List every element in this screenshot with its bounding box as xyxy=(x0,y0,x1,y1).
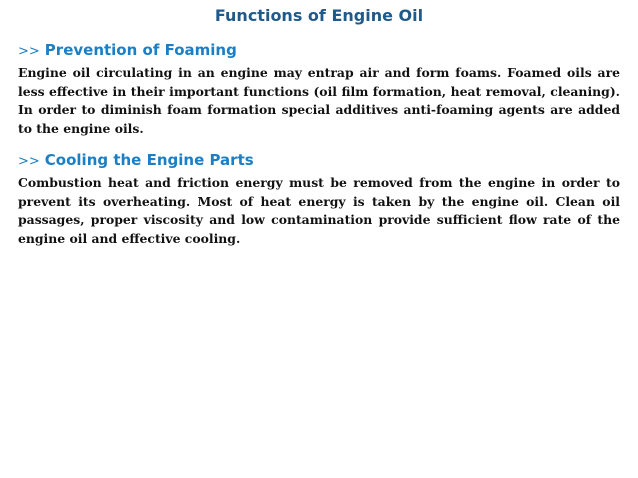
bullet-marker: >> xyxy=(18,44,40,59)
section-cooling-the-engine-parts xyxy=(18,150,620,248)
section-body: Engine oil circulating in an engine may entrap air and form foams. Foamed oils are less effective in their important functions (oil film formation, heat removal, cleaning). In order to diminish foam formation special additives anti-foaming agents are added to the engine oils. xyxy=(18,65,620,136)
section-heading-text: Prevention of Foaming xyxy=(44,41,237,59)
section-body: Combustion heat and friction energy must be removed from the engine in order to prevent its overheating. Most of heat energy is taken by the engine oil. Clean oil passages, proper viscosity and low contamination provide sufficient flow rate of the engine oil and effective cooling. xyxy=(18,175,620,246)
section-prevention-of-foaming xyxy=(18,40,620,138)
slide-title: Functions of Engine Oil xyxy=(214,6,424,25)
section-heading xyxy=(18,40,620,62)
bullet-marker: >> xyxy=(18,154,40,169)
section-heading-text: Cooling the Engine Parts xyxy=(44,151,254,169)
section-heading xyxy=(18,150,620,172)
